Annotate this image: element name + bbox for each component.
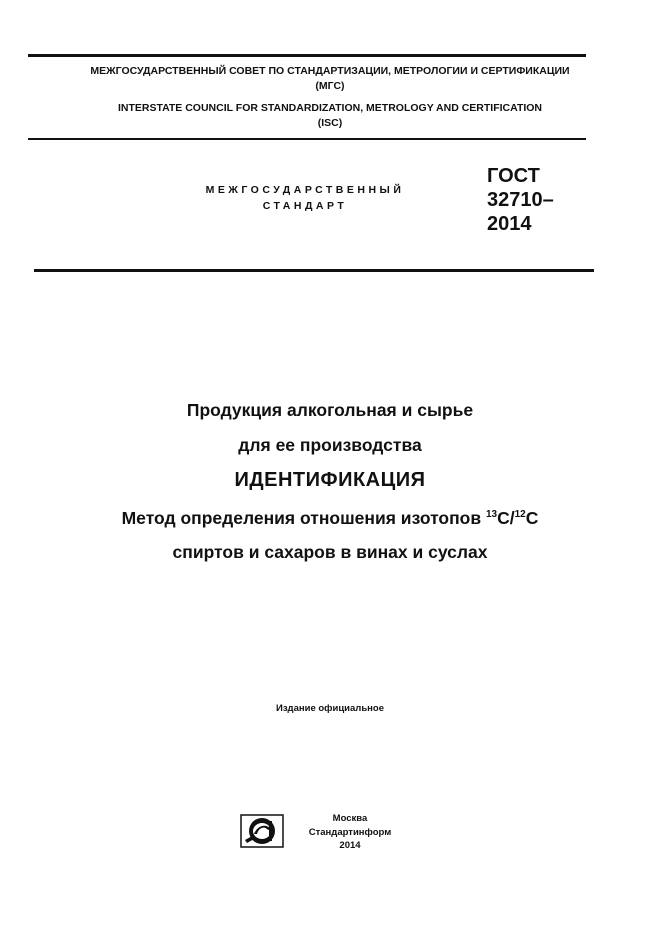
logo-graphic — [240, 814, 284, 848]
title-line-4 — [40, 508, 620, 529]
top-rule — [28, 54, 586, 57]
publisher-city: Москва — [332, 813, 368, 824]
isotope-mass-12: 12 — [514, 509, 526, 520]
council-name-en-line1: INTERSTATE COUNCIL FOR STANDARDIZATION, METROLOGY AND CERTIFICATION — [117, 102, 543, 114]
gost-designation — [487, 164, 554, 236]
council-abbr-en: (ISC) — [317, 117, 343, 129]
standard-type-label — [160, 182, 450, 214]
bottom-rule — [34, 269, 594, 272]
publisher-block — [280, 812, 420, 853]
isotope-symbol-c: C — [525, 508, 539, 528]
edition-note: Издание официальное — [276, 703, 384, 714]
title-line-1: Продукция алкогольная и сырье — [186, 400, 474, 420]
title-line-5: спиртов и сахаров в винах и суслах — [172, 542, 488, 562]
standard-type-line1: МЕЖГОСУДАРСТВЕННЫЙ — [205, 184, 405, 196]
publisher-name: Стандартинформ — [308, 826, 392, 838]
standard-type-line2: СТАНДАРТ — [262, 200, 348, 212]
middle-rule — [28, 138, 586, 140]
isotope-symbol-c-slash: C/ — [497, 508, 515, 528]
title-identification: ИДЕНТИФИКАЦИЯ — [234, 469, 426, 491]
council-name-en — [60, 101, 600, 131]
gost-number: 32710– — [487, 189, 554, 211]
title-method-text: Метод определения отношения изотопов — [121, 508, 486, 528]
title-line-2: для ее производства — [238, 435, 422, 455]
council-abbr-ru: (МГС) — [315, 80, 345, 92]
gost-prefix: ГОСТ — [487, 165, 540, 187]
publisher-year: 2014 — [339, 840, 361, 851]
gost-year: 2014 — [487, 213, 532, 235]
standartinform-logo-icon — [240, 814, 284, 848]
isotope-mass-13: 13 — [486, 509, 498, 520]
council-name-ru-line1: МЕЖГОСУДАРСТВЕННЫЙ СОВЕТ ПО СТАНДАРТИЗАЦИИ, МЕТРОЛОГИИ И СЕРТИФИКАЦИИ — [90, 65, 570, 77]
council-name-ru — [60, 64, 600, 94]
